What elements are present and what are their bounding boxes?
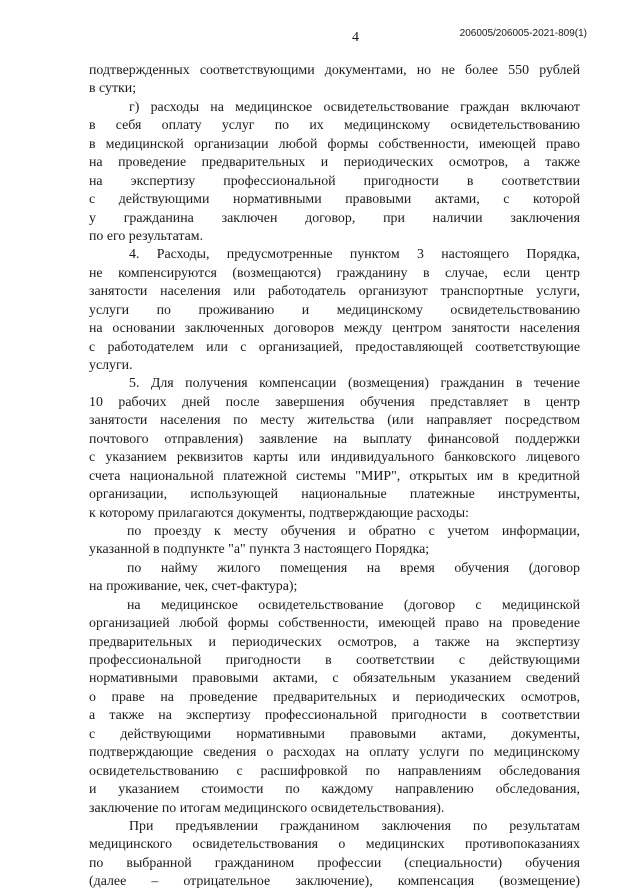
text-line: на проведение предварительных и периодических осмотров, а также [89,155,580,171]
text-line: 5. Для получения компенсации (возмещения) гражданин в течение [129,376,580,392]
text-line: подтверждающие сведения о расходах на оплату услуги по медицинскому [89,745,580,761]
text-line: а также на экспертизу профессиональной пригодности в соответствии [89,708,580,724]
text-line: При предъявлении гражданином заключения по результатам [129,818,580,834]
text-line: указанной в подпункте "а" пункта 3 настоящего Порядка; [89,542,430,558]
text-line: о праве на проведение предварительных и периодических осмотров, [89,689,580,705]
text-line: медицинского освидетельствования о медицинских противопоказаниях [89,837,580,853]
text-line: с указанием реквизитов карты или индивидуального банковского лицевого [89,450,580,466]
text-line: с работодателем или с организацией, предоставляющей соответствующие [89,339,580,355]
text-line: услуги по проживанию и медицинскому освидетельствованию [89,302,580,318]
document-code: 206005/206005-2021-809(1) [459,28,587,39]
text-line: профессиональной пригодности в соответствии с действующими [89,653,580,668]
text-line: нормативными правовыми актами, с обязательным указанием сведений [89,671,580,687]
text-line: с действующими нормативными правовыми актами, с которой [89,192,580,208]
text-line: на проживание, чек, счет-фактура); [89,579,298,595]
text-line: в себя оплату услуг по их медицинскому освидетельствованию [89,118,580,134]
text-line: предварительных и периодических осмотров, а также на экспертизу [89,634,580,650]
text-line: организацией любой формы собственности, имеющей право на проведение [89,616,580,632]
text-line: заключение по итогам медицинского освидетельствования). [89,800,445,816]
text-line: счета национальной платежной системы "МИР", открытых им в кредитной [89,468,580,484]
text-line: 4. Расходы, предусмотренные пунктом 3 настоящего Порядка, [129,247,580,263]
text-line: по его результатам. [89,228,204,244]
text-line: 10 рабочих дней после завершения обучения представляет в центр [89,394,580,410]
body-text [89,62,580,892]
text-line: в медицинской организации любой формы собственности, имеющей право [89,136,580,152]
text-line: на медицинское освидетельствование (договор с медицинской [127,597,580,613]
text-line: на экспертизу профессиональной пригодности в соответствии [89,173,580,189]
text-line: в сутки; [89,81,137,97]
text-line: к которому прилагаются документы, подтверждающие расходы: [89,505,469,521]
text-line: занятости населения по месту жительства (или направляет посредством [89,413,580,429]
text-line: освидетельствованию с расшифровкой по направлениям обследования [89,763,580,779]
text-line: по проезду к месту обучения и обратно с учетом информации, [127,523,580,539]
text-line: и указанием стоимости по каждому направлению обследования, [89,782,580,798]
text-line: по выбранной гражданином профессии (специальности) обучения [89,855,580,871]
text-line: (далее – отрицательное заключение), компенсация (возмещение) [89,874,580,890]
text-line: с действующими нормативными правовыми актами, документы, [89,726,580,742]
text-line: почтового отправления) заявление на выплату финансовой поддержки [89,431,580,447]
page-number: 4 [352,30,359,45]
text-line: услуги. [89,358,133,373]
text-line: не компенсируются (возмещаются) гражданину в случае, если центр [89,265,580,281]
text-line: по найму жилого помещения на время обучения (договор [127,560,580,576]
text-line: у гражданина заключен договор, при наличии заключения [89,210,580,226]
text-line: организации, использующей национальные платежные инструменты, [89,487,580,503]
text-line: занятости населения или работодатель организуют транспортные услуги, [89,284,580,300]
text-line: подтвержденных соответствующими документами, но не более 550 рублей [89,63,580,78]
text-line: на основании заключенных договоров между центром занятости населения [89,321,580,337]
text-line: г) расходы на медицинское освидетельствование граждан включают [129,99,580,115]
